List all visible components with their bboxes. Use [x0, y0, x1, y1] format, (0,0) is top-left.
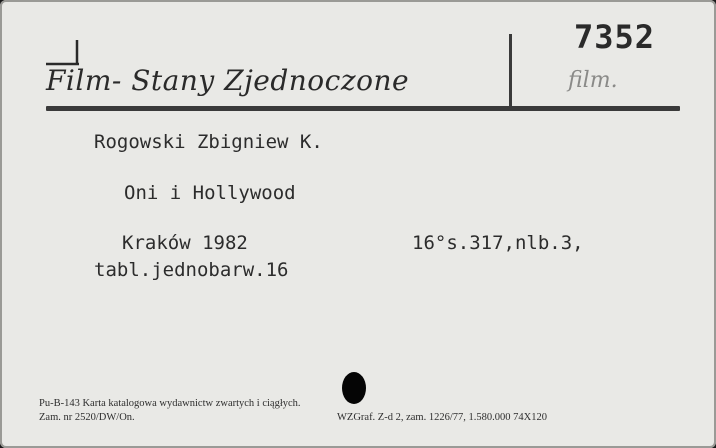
- card-number: 7352: [574, 18, 656, 56]
- punch-hole: [342, 372, 366, 404]
- footer-order-number: Zam. nr 2520/DW/On.: [39, 412, 135, 423]
- book-title: Oni i Hollywood: [124, 182, 296, 204]
- physical-description: 16°s.317,nlb.3,: [412, 232, 584, 254]
- underline-mark: [46, 40, 82, 66]
- place-year: Kraków 1982: [122, 232, 248, 254]
- column-divider: [509, 34, 512, 108]
- subject-heading: Film- Stany Zjednoczone: [46, 64, 410, 97]
- side-note: film.: [568, 68, 618, 93]
- footer-printer: WZGraf. Z-d 2, zam. 1226/77, 1.580.000 74X120: [337, 412, 547, 423]
- author: Rogowski Zbigniew K.: [94, 131, 323, 153]
- heading-rule: [46, 106, 680, 111]
- illustration-notes: tabl.jednobarw.16: [94, 259, 289, 281]
- footer-line-1: Pu-B-143 Karta katalogowa wydawnictw zwartych i ciągłych.: [39, 398, 301, 409]
